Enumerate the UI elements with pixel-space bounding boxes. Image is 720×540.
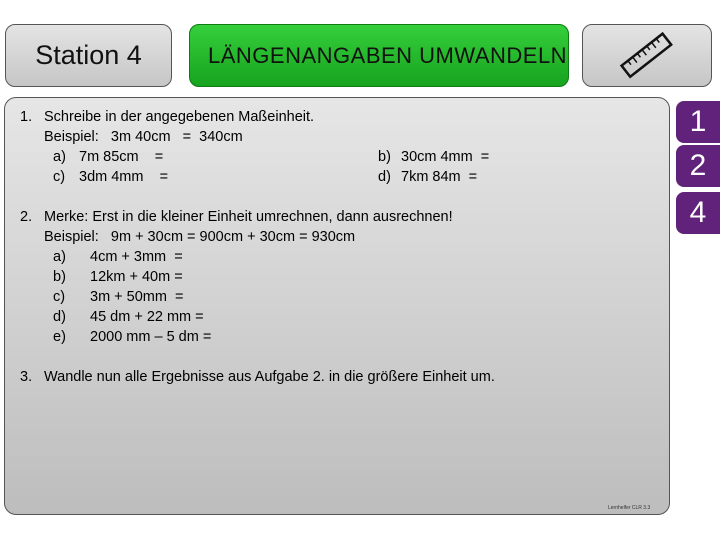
- task1-item-c-label: c): [53, 169, 66, 185]
- task2-item-e-label: e): [53, 329, 66, 345]
- task1-item-c-text: 3dm 4mm =: [79, 169, 169, 185]
- task2-item-d-label: d): [53, 309, 66, 325]
- task1-item-a-text: 7m 85cm =: [79, 149, 164, 165]
- footer-credit: Lernhelfer CLR 3.3: [608, 505, 651, 511]
- task2-item-a-text: 4cm + 3mm =: [90, 249, 183, 265]
- task2-item-d-text: 45 dm + 22 mm =: [90, 309, 204, 325]
- level-tab-2: 2: [676, 145, 720, 187]
- task3-instruction: Wandle nun alle Ergebnisse aus Aufgabe 2. in die größere Einheit um.: [44, 369, 495, 385]
- task2-number: 2.: [20, 209, 33, 225]
- title-banner: [189, 24, 569, 87]
- page-title: LÄNGENANGABEN UMWANDELN: [208, 42, 568, 68]
- task1-number: 1.: [20, 109, 33, 125]
- station-title: Station 4: [35, 40, 142, 70]
- task1-item-d-label: d): [378, 169, 391, 185]
- task1-item-b-text: 30cm 4mm =: [401, 149, 490, 165]
- task2-item-b-label: b): [53, 269, 66, 285]
- task2-item-a-label: a): [53, 249, 66, 265]
- task2-instruction: Merke: Erst in die kleiner Einheit umrechnen, dann ausrechnen!: [44, 209, 453, 225]
- task1-item-d-text: 7km 84m =: [401, 169, 478, 185]
- ruler-icon: [617, 28, 677, 84]
- task1-example: Beispiel: 3m 40cm = 340cm: [44, 129, 243, 145]
- task2-example: Beispiel: 9m + 30cm = 900cm + 30cm = 930cm: [44, 229, 356, 245]
- task1-item-b-label: b): [378, 149, 391, 165]
- task1-item-a-label: a): [53, 149, 66, 165]
- station-header: [5, 24, 172, 87]
- task3-number: 3.: [20, 369, 33, 385]
- task2-item-c-text: 3m + 50mm =: [90, 289, 184, 305]
- level-tab-1: 1: [676, 101, 720, 143]
- task1-instruction: Schreibe in der angegebenen Maßeinheit.: [44, 109, 315, 125]
- task2-item-c-label: c): [53, 289, 66, 305]
- task2-item-e-text: 2000 mm – 5 dm =: [90, 329, 212, 345]
- task2-item-b-text: 12km + 40m =: [90, 269, 183, 285]
- level-tab-4: 4: [676, 192, 720, 234]
- icon-panel: [582, 24, 712, 87]
